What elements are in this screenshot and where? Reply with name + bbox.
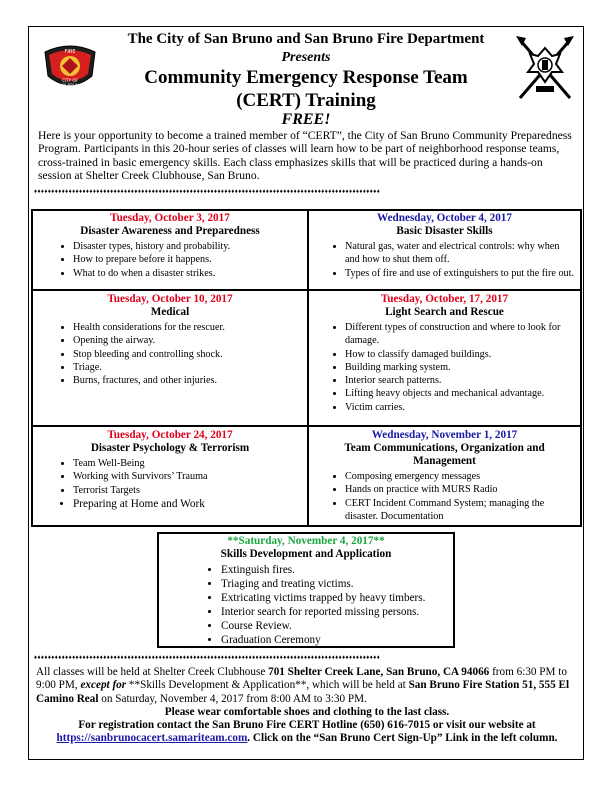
patch-text-bottom: SAN BRUNO: [57, 83, 83, 88]
class-cell-oct3: [33, 212, 307, 289]
list-item: • Working with Survivors’ Trauma: [73, 470, 307, 483]
class-date: Tuesday, October 3, 2017: [110, 212, 230, 224]
list-item: • Opening the airway.: [73, 334, 307, 347]
skills-day-time: on Saturday, November 4, 2017 from 8:00 AM to 3:30 PM.: [98, 692, 367, 705]
list-item: • Hands on practice with MURS Radio: [345, 483, 576, 496]
list-item: • Team Well-Being: [73, 457, 307, 470]
header-organizations: The City of San Bruno and San Bruno Fire Department: [127, 31, 485, 47]
patch-text-city: CITY OF: [62, 78, 78, 83]
skills-title: Skills Development and Application: [220, 548, 392, 560]
list-item: • CERT Incident Command System; managing the disaster. Documentation: [345, 497, 576, 524]
page-subtitle: (CERT) Training: [236, 90, 376, 111]
class-schedule-grid: [31, 209, 582, 527]
skills-date: **Saturday, November 4, 2017**: [227, 535, 385, 547]
list-item: • Terrorist Targets: [73, 484, 307, 497]
location-paragraph: [36, 666, 578, 706]
class-topic-list: [309, 470, 580, 523]
website-link[interactable]: https://sanbrunocacert.samariteam.com: [56, 732, 248, 745]
intro-paragraph: Here is your opportunity to become a trained member of “CERT”, the City of San Bruno Community Preparedness Program. Participants in this 20-hour series of classes will learn how to be part of neighborhood response teams, cross-trained in basic emergency skills. Each class emphasizes skills that will be practiced during a hands-on session at Shelter Creek Clubhouse, San Bruno.: [38, 129, 572, 182]
list-item: • Extinguish fires.: [221, 563, 453, 577]
class-date: Tuesday, October, 17, 2017: [380, 293, 509, 305]
list-item: • Burns, fractures, and other injuries.: [73, 374, 307, 387]
class-title: Basic Disaster Skills: [396, 225, 493, 237]
list-item: • Stop bleeding and controlling shock.: [73, 348, 307, 361]
list-item: • Composing emergency messages: [345, 470, 576, 483]
footer: [36, 666, 578, 746]
class-title: Disaster Psychology & Terrorism: [90, 442, 250, 454]
list-item: • Building marking system.: [345, 361, 576, 374]
list-item: • Preparing at Home and Work: [73, 497, 307, 511]
diamond-divider-top: ♦♦♦♦♦♦♦♦♦♦♦♦♦♦♦♦♦♦♦♦♦♦♦♦♦♦♦♦♦♦♦♦♦♦♦♦♦♦♦♦♦♦♦♦♦♦♦♦♦♦♦♦♦♦♦♦♦♦♦♦♦♦♦♦♦♦♦♦♦♦♦♦♦♦♦♦♦♦♦♦♦♦♦♦♦♦♦♦♦♦♦♦♦♦♦♦♦♦♦♦: [34, 189, 381, 195]
class-title: Team Communications, Organization and Management: [344, 442, 545, 467]
attire-note: Please wear comfortable shoes and clothing to the last class.: [164, 705, 450, 718]
fire-station-address: San Bruno Fire Station 51, 555 El Camino Real: [36, 679, 570, 705]
signup-instructions: . Click on the “San Bruno Cert Sign-Up” Link in the left column.: [247, 732, 558, 745]
header-presents: Presents: [281, 50, 331, 65]
registration-contact: For registration contact the San Bruno Fire CERT Hotline (650) 616-7015 or visit our website at: [78, 719, 536, 732]
class-topic-list: [33, 240, 307, 280]
class-topic-list: [309, 240, 580, 280]
class-cell-nov1: [309, 429, 580, 525]
class-title: Medical: [150, 306, 190, 318]
list-item: • How to prepare before it happens.: [73, 253, 307, 266]
list-item: • Natural gas, water and electrical controls: why when and how to shut them off.: [345, 240, 576, 267]
list-item: • Lifting heavy objects and mechanical advantage.: [345, 387, 576, 400]
grid-divider-row1: [33, 289, 580, 291]
list-item: • Extricating victims trapped by heavy timbers.: [221, 591, 453, 605]
list-item: • Interior search for reported missing persons.: [221, 605, 453, 619]
list-item: • Types of fire and use of extinguishers to put the fire out.: [345, 267, 576, 280]
list-item: • Triaging and treating victims.: [221, 577, 453, 591]
list-item: • Different types of construction and where to look for damage.: [345, 321, 576, 348]
class-title: Disaster Awareness and Preparedness: [80, 225, 260, 237]
class-cell-oct4: [309, 212, 580, 289]
clubhouse-address: 701 Shelter Creek Lane, San Bruno, CA 94066: [268, 666, 490, 678]
class-date: Tuesday, October 24, 2017: [107, 429, 233, 441]
location-exception: **Skills Development & Application**, which will be held at: [126, 679, 409, 692]
list-item: • Disaster types, history and probability.: [73, 240, 307, 253]
skills-topic-list: [159, 563, 453, 647]
list-item: • Victim carries.: [345, 401, 576, 414]
class-date: Wednesday, October 4, 2017: [377, 212, 512, 224]
patch-text-top: FIRE: [64, 49, 76, 55]
skills-day-box: [157, 532, 455, 648]
list-item: • Course Review.: [221, 619, 453, 633]
list-item: • How to classify damaged buildings.: [345, 348, 576, 361]
class-date: Wednesday, November 1, 2017: [371, 429, 518, 441]
class-topic-list: [309, 321, 580, 414]
class-cell-oct24: [33, 429, 307, 525]
class-cell-oct10: [33, 293, 307, 425]
class-cell-oct17: [309, 293, 580, 425]
page-title: Community Emergency Response Team: [144, 67, 468, 88]
except-for-label: except for: [80, 679, 127, 692]
grid-divider-row2: [33, 425, 580, 427]
class-topic-list: [33, 457, 307, 511]
list-item: • What to do when a disaster strikes.: [73, 267, 307, 280]
class-date: Tuesday, October 10, 2017: [107, 293, 233, 305]
list-item: • Graduation Ceremony: [221, 633, 453, 647]
list-item: • Interior search patterns.: [345, 374, 576, 387]
location-text: All classes will be held at Shelter Creek Clubhouse: [36, 666, 269, 678]
registration-website-line: [36, 732, 578, 745]
class-title: Light Search and Rescue: [385, 306, 504, 318]
list-item: • Triage.: [73, 361, 307, 374]
list-item: • Health considerations for the rescuer.: [73, 321, 307, 334]
location-time: from 6:30 PM to 9:00 PM,: [36, 666, 567, 692]
free-label: FREE!: [281, 111, 331, 128]
class-topic-list: [33, 321, 307, 387]
diamond-divider-bottom: ♦♦♦♦♦♦♦♦♦♦♦♦♦♦♦♦♦♦♦♦♦♦♦♦♦♦♦♦♦♦♦♦♦♦♦♦♦♦♦♦♦♦♦♦♦♦♦♦♦♦♦♦♦♦♦♦♦♦♦♦♦♦♦♦♦♦♦♦♦♦♦♦♦♦♦♦♦♦♦♦♦♦♦♦♦♦♦♦♦♦♦♦♦♦♦♦♦♦♦♦: [34, 655, 381, 661]
